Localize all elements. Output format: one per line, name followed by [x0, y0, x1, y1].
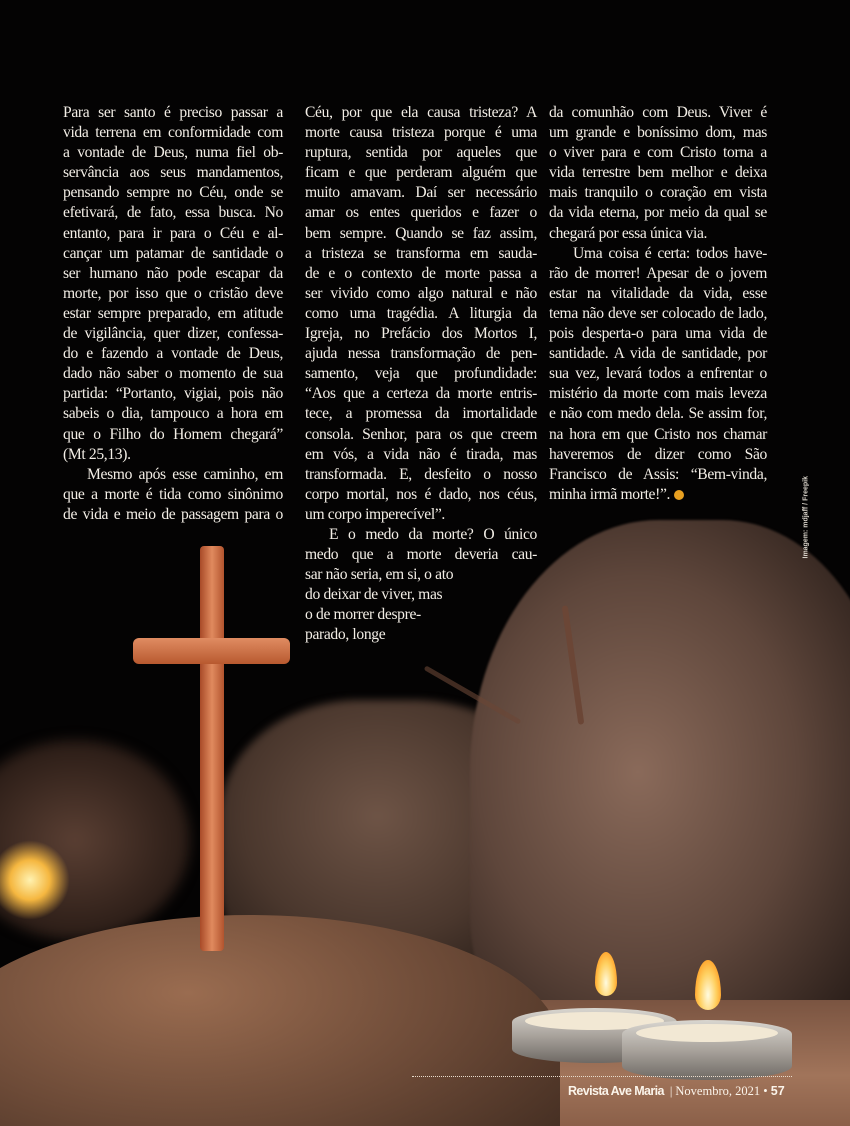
- text-line: Para ser santo é preciso passar a: [63, 104, 283, 121]
- text-line: tece, a promessa da imortalidade: [305, 405, 537, 423]
- text-line: estar sempre preparado, em atitude: [63, 304, 283, 322]
- text-line: rão de morrer! Apesar de o jovem: [549, 264, 767, 282]
- issue-date: Novembro, 2021: [675, 1084, 761, 1098]
- paragraph: [305, 565, 537, 645]
- text-line: amar os entes queridos e fazer o: [305, 204, 537, 222]
- paragraph: [63, 103, 283, 465]
- text-line: de e o contexto de morte passa a: [305, 264, 537, 282]
- text-line: e não com medo dela. Se assim for,: [549, 405, 767, 423]
- text-line: em vós, a vida não é tirada, mas: [305, 445, 537, 463]
- text-line: (Mt 25,13).: [63, 445, 131, 463]
- text-line: um grande e boníssimo dom, mas: [549, 124, 767, 142]
- text-line: da comunhão com Deus. Viver é: [549, 104, 767, 121]
- paragraph: [549, 244, 767, 505]
- text-line: ser vivido como algo natural e não: [305, 284, 537, 302]
- text-line: servância aos seus mandamentos,: [63, 164, 283, 182]
- article-column-2: [305, 103, 537, 646]
- text-line: como uma tragédia. A liturgia da: [305, 304, 537, 322]
- image-credit: Imagem: mdjaff / Freepik: [802, 476, 810, 559]
- text-line: pois desperta-o para uma vida de: [549, 325, 767, 343]
- text-line: a tristeza se transforma em sauda-: [305, 244, 537, 262]
- text-line: Uma coisa é certa: todos have-: [573, 244, 767, 262]
- text-line: medo que a morte deveria cau-: [305, 546, 537, 564]
- text-line: um corpo imperecível”.: [305, 505, 445, 523]
- text-line: vida terrestre bem melhor e deixa: [549, 164, 767, 182]
- paragraph: [305, 103, 537, 525]
- text-line: sar não seria, em si, o ato: [305, 566, 454, 584]
- text-line: mistério da morte com mais leveza: [549, 385, 767, 403]
- text-line: ajuda nessa transformação de pen-: [305, 345, 537, 363]
- text-line: morte causa tristeza porque é uma: [305, 124, 537, 142]
- text-line: parado, longe: [305, 626, 386, 644]
- text-line: da vida eterna, por meio da qual se: [549, 204, 767, 222]
- text-line: vida terrena em conformidade com: [63, 124, 283, 142]
- text-line: de vigilância, quer dizer, confessa-: [63, 325, 283, 343]
- paragraph: [549, 103, 767, 244]
- text-line: mais tranquilo o coração em vista: [549, 184, 767, 202]
- text-line: ficam e que perderam alguém que: [305, 164, 537, 182]
- page-number: 57: [770, 1084, 785, 1098]
- text-line: Mesmo após esse caminho, em: [87, 465, 283, 483]
- text-line: entanto, para ir para o Céu e al-: [63, 224, 283, 242]
- text-line: cançar um patamar de santidade o: [63, 244, 283, 262]
- paragraph: [63, 465, 283, 525]
- text-line: muito amavam. Daí ser necessário: [305, 184, 537, 202]
- end-of-article-icon: [674, 490, 684, 500]
- text-line: haveremos de dizer como São: [549, 445, 767, 463]
- text-line: ser humano não pode escapar da: [63, 264, 283, 282]
- text-line: pensando sempre no Céu, onde se: [63, 184, 283, 202]
- text-line: Igreja, no Prefácio dos Mortos I,: [305, 325, 537, 343]
- article-column-1: [63, 103, 283, 525]
- text-line: Céu, por que ela causa tristeza? A: [305, 104, 537, 121]
- text-line: do e fazendo a vontade de Deus,: [63, 345, 283, 363]
- text-line: E o medo da morte? O único: [329, 525, 537, 543]
- footer-divider: [412, 1076, 792, 1077]
- footer-separator: |: [669, 1084, 673, 1098]
- text-line: sua vez, levará todos a enfrentar o: [549, 365, 767, 383]
- text-line: consola. Senhor, para os que creem: [305, 425, 537, 443]
- cross-bar: [133, 638, 290, 664]
- text-line: na hora em que Cristo nos chamar: [549, 425, 767, 443]
- cross-icon: [200, 546, 224, 951]
- footer-bullet: •: [763, 1084, 768, 1098]
- text-line: corpo mortal, nos é dado, nos céus,: [305, 485, 537, 503]
- text-line: do deixar de viver, mas: [305, 586, 443, 604]
- text-line: a vontade de Deus, numa fiel ob-: [63, 144, 283, 162]
- text-line: ruptura, sentida por aqueles que: [305, 144, 537, 162]
- text-line: sabeis o dia, tampouco a hora em: [63, 405, 283, 423]
- text-line: santidade. A vida de santidade, por: [549, 345, 767, 363]
- text-line: o viver para e com Cristo torna a: [549, 144, 767, 162]
- text-line: chegará por essa única via.: [549, 224, 708, 242]
- text-line: que a morte é tida como sinônimo: [63, 485, 283, 503]
- paragraph: [305, 525, 537, 565]
- magazine-name: Revista Ave Maria: [568, 1084, 664, 1098]
- text-line: morte, por isso que o cristão deve: [63, 284, 283, 302]
- text-line: que o Filho do Homem chegará”: [63, 425, 283, 443]
- text-line: tema não deve ser colocado de lado,: [549, 304, 767, 322]
- text-line: minha irmã morte!”.: [549, 485, 767, 505]
- tealight-candle: [622, 1020, 792, 1080]
- text-line: partida: “Portanto, vigiai, pois não: [63, 385, 283, 403]
- text-line: dado não saber o momento de sua: [63, 365, 283, 383]
- text-line: transformada. E, desfeito o nosso: [305, 465, 537, 483]
- text-line: samento, veja que profundidade:: [305, 365, 537, 383]
- text-line: o de morrer despre-: [305, 606, 421, 624]
- text-line: bem sempre. Quando se faz assim,: [305, 224, 537, 242]
- text-line: de vida e meio de passagem para o: [63, 505, 283, 523]
- text-line: “Aos que a certeza da morte entris-: [305, 385, 537, 403]
- text-line: estar na vitalidade da vida, esse: [549, 284, 767, 302]
- article-column-3: [549, 103, 767, 505]
- text-line: Francisco de Assis: “Bem-vinda,: [549, 465, 767, 483]
- page-footer: [568, 1084, 785, 1099]
- text-line: efetivará, de fato, essa busca. No: [63, 204, 283, 222]
